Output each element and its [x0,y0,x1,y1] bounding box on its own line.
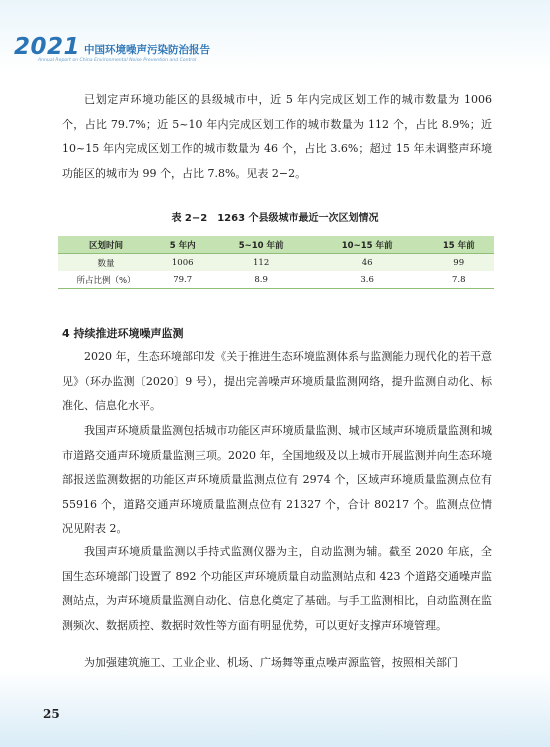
header-subtitle: Annual Report on China Environmental Noise Prevention and Control [38,58,197,63]
table-cell: 7.8 [423,271,494,289]
intro-paragraph: 已划定声环境功能区的县级城市中，近 5 年内完成区划工作的城市数量为 1006 个，占比 79.7%；近 5~10 年内完成区划工作的城市数量为 112 个，占比 8.9%；近 10~15 年内完成区划工作的城市数量为 46 个，占比 3.6%；超过 15 年未调整声环境功能区的城市为 99 个，占比 7.8%。见表 2−2。 [62,93,492,180]
table-cell: 79.7 [154,271,211,289]
table-row [58,271,494,289]
table-cell: 1006 [154,254,211,272]
table-cell: 3.6 [311,271,424,289]
footer-band [0,670,550,747]
col-header-15y: 15 年前 [423,236,494,254]
zoning-table [58,236,494,289]
body-paragraph: 为加强建筑施工、工业企业、机场、广场舞等重点噪声源监管，按照相关部门 [84,656,458,669]
header-year: 2021 [14,34,81,60]
table-cell: 数量 [58,254,154,272]
col-header-5y: 5 年内 [154,236,211,254]
page-header [0,0,550,72]
table-cell: 所占比例（%） [58,271,154,289]
page-number: 25 [43,707,60,721]
table-cell: 46 [311,254,424,272]
body-paragraph: 我国声环境质量监测包括城市功能区声环境质量监测、城市区域声环境质量监测和城市道路交通声环境质量监测三项。2020 年，全国地级及以上城市开展监测并向生态环境部报送监测数据的功能区声环境质量监测点位有 2974 个，区域声环境质量监测点位有 55916 个，道路交通声环境质量监测点位有 21327 个，合计 80217 个。监测点位情况见附表 2。 [62,424,492,535]
table-cell: 99 [423,254,494,272]
table-cell: 8.9 [211,271,310,289]
section-heading: 4 持续推进环境噪声监测 [62,327,184,340]
col-header-period: 区划时间 [58,236,154,254]
table-row [58,254,494,272]
table-cell: 112 [211,254,310,272]
table-header-row [58,236,494,254]
header-title: 中国环境噪声污染防治报告 [84,44,210,56]
table-caption: 表 2−2 1263 个县级城市最近一次区划情况 [171,213,379,224]
col-header-10-15y: 10~15 年前 [311,236,424,254]
col-header-5-10y: 5~10 年前 [211,236,310,254]
body-paragraph: 我国声环境质量监测以手持式监测仪器为主，自动监测为辅。截至 2020 年底，全国生态环境部门设置了 892 个功能区声环境质量自动监测站点和 423 个道路交通噪声监测站点，为声环境质量监测自动化、信息化奠定了基础。与手工监测相比，自动监测在监测频次、数据质控、数据时效性等方面有明显优势，可以更好支撑声环境管理。 [62,545,492,632]
body-paragraph: 2020 年，生态环境部印发《关于推进生态环境监测体系与监测能力现代化的若干意见》（环办监测〔2020〕9 号），提出完善噪声环境质量监测网络，提升监测自动化、标准化、信息化水平。 [62,350,492,412]
